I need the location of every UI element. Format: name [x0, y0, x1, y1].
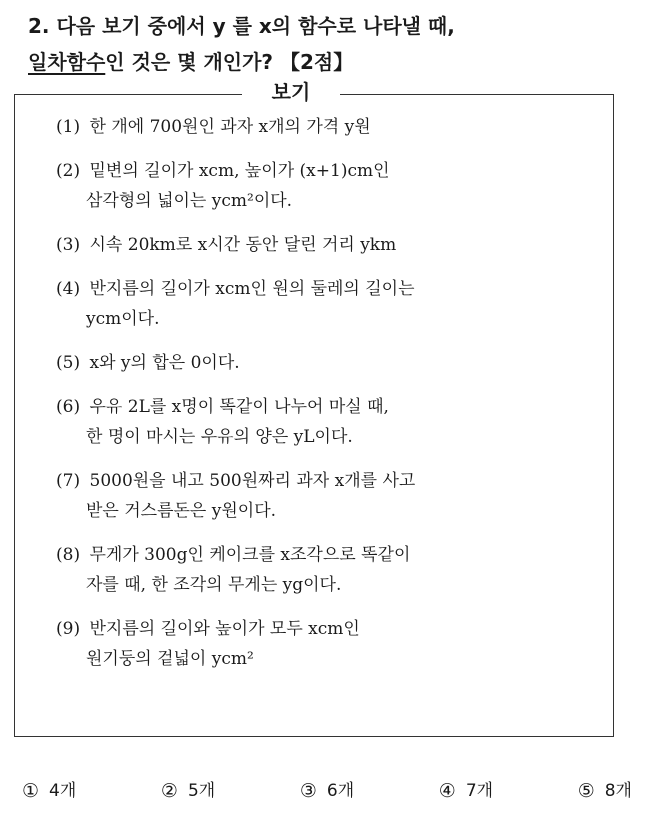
example-item-3: [56, 230, 604, 260]
choice-mark: ④: [438, 780, 456, 802]
choice-label: 6개: [326, 781, 355, 801]
choice-5[interactable]: [578, 778, 632, 804]
choice-mark: ①: [22, 780, 40, 802]
example-item-6: [56, 392, 604, 452]
choice-2[interactable]: [161, 778, 215, 804]
choice-4[interactable]: [439, 778, 493, 804]
item-number: (3): [56, 235, 81, 255]
item-text: x와 y의 합은 0이다.: [89, 353, 240, 373]
choice-label: 8개: [604, 781, 632, 801]
item-text-continued: 받은 거스름돈은 y원이다.: [86, 501, 277, 521]
item-text: 밑변의 길이가 xcm, 높이가 (x+1)cm인: [89, 161, 390, 181]
example-item-5: [56, 348, 604, 378]
item-number: (1): [56, 117, 81, 137]
example-box-top-border-left: [14, 94, 242, 95]
example-box-top-border-right: [340, 94, 614, 95]
choice-mark: ⑤: [577, 780, 595, 802]
item-text-continued: 한 명이 마시는 우유의 양은 yL이다.: [86, 427, 353, 447]
item-text-continued: 삼각형의 넓이는 ycm²이다.: [86, 191, 293, 211]
underlined-term: 일차함수: [28, 50, 106, 74]
question-text: [28, 8, 628, 80]
example-item-7: [56, 466, 604, 526]
question-line-1: 2. 다음 보기 중에서 y 를 x의 함수로 나타낼 때,: [28, 14, 455, 38]
example-item-8: [56, 540, 604, 600]
item-text: 시속 20km로 x시간 동안 달린 거리 ykm: [89, 235, 397, 255]
choice-mark: ③: [299, 780, 317, 802]
item-number: (6): [56, 397, 81, 417]
question-line-2: [28, 44, 628, 80]
item-number: (9): [56, 619, 81, 639]
item-text: 5000원을 내고 500원짜리 과자 x개를 사고: [89, 471, 416, 491]
item-text-continued: 자를 때, 한 조각의 무게는 yg이다.: [86, 575, 342, 595]
choice-3[interactable]: [300, 778, 354, 804]
item-text-continued: ycm이다.: [86, 309, 160, 329]
example-item-9: [56, 614, 604, 674]
item-number: (4): [56, 279, 81, 299]
item-text: 한 개에 700원인 과자 x개의 가격 y원: [89, 117, 371, 137]
item-number: (7): [56, 471, 81, 491]
item-number: (8): [56, 545, 81, 565]
choice-label: 5개: [187, 781, 216, 801]
choice-label: 7개: [465, 781, 494, 801]
item-text: 무게가 300g인 케이크를 x조각으로 똑같이: [89, 545, 411, 565]
example-item-4: [56, 274, 604, 334]
choice-label: 4개: [49, 781, 77, 801]
example-item-2: [56, 156, 604, 216]
item-number: (5): [56, 353, 81, 373]
item-text: 반지름의 길이와 높이가 모두 xcm인: [89, 619, 360, 639]
item-number: (2): [56, 161, 81, 181]
example-box-title: 보기: [271, 80, 311, 104]
item-text: 우유 2L를 x명이 똑같이 나누어 마실 때,: [89, 397, 389, 417]
example-items-list: [56, 112, 604, 688]
question-line-2-rest: 인 것은 몇 개인가? 【2점】: [105, 50, 354, 74]
choice-1[interactable]: [22, 778, 76, 804]
item-text: 반지름의 길이가 xcm인 원의 둘레의 길이는: [89, 279, 415, 299]
choice-mark: ②: [160, 780, 178, 802]
answer-choices: [22, 778, 632, 804]
item-text-continued: 원기둥의 겉넓이 ycm²: [86, 649, 254, 669]
example-item-1: [56, 112, 604, 142]
